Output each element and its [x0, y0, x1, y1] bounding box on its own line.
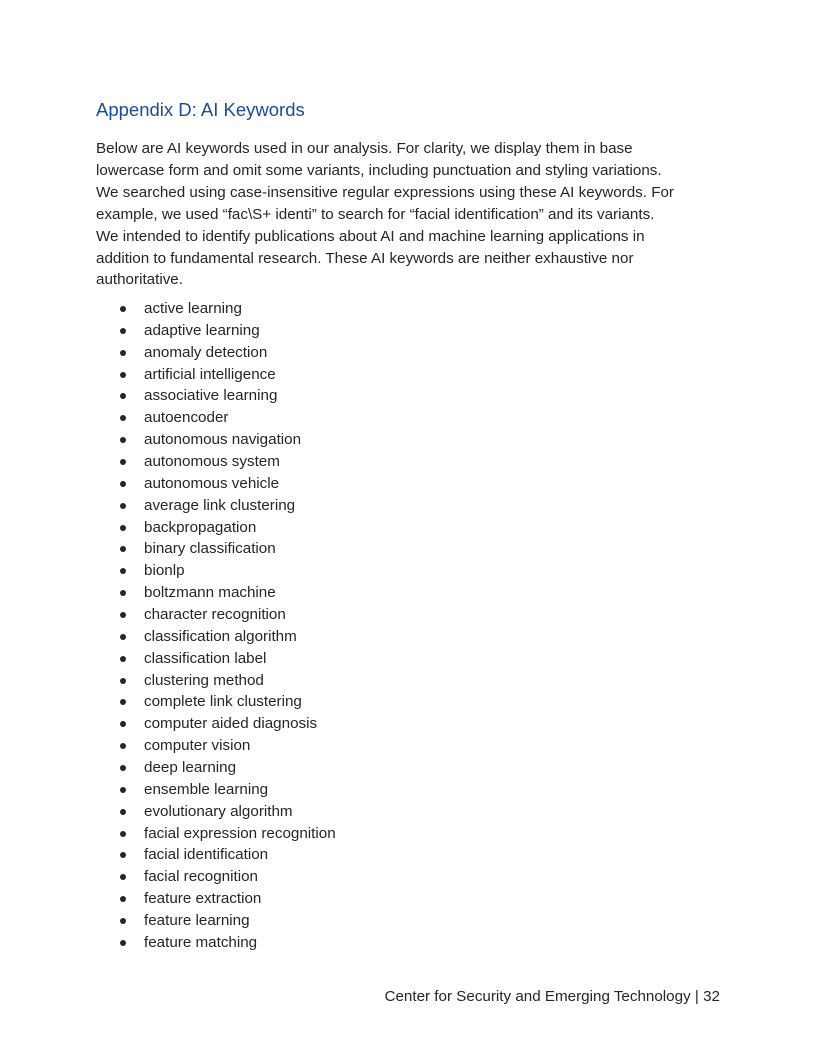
keyword-text: associative learning	[144, 387, 278, 405]
keyword-text: autonomous navigation	[144, 431, 302, 449]
keyword-text: character recognition	[144, 606, 286, 624]
bullet-icon	[120, 393, 126, 399]
bullet-icon	[120, 765, 126, 771]
intro-line: addition to fundamental research. These AI keywords are neither exhaustive nor	[96, 249, 634, 267]
keyword-text: boltzmann machine	[144, 584, 276, 602]
bullet-icon	[120, 656, 126, 662]
bullet-icon	[120, 328, 126, 334]
bullet-icon	[120, 787, 126, 793]
bullet-icon	[120, 415, 126, 421]
intro-line: We searched using case-insensitive regular expressions using these AI keywords. For	[96, 183, 674, 201]
bullet-icon	[120, 437, 126, 443]
keyword-text: facial recognition	[144, 868, 258, 886]
keyword-text: autonomous system	[144, 453, 280, 471]
bullet-icon	[120, 743, 126, 749]
intro-paragraph	[96, 138, 718, 291]
intro-line: Below are AI keywords used in our analysis. For clarity, we display them in base	[96, 140, 633, 157]
bullet-icon	[120, 481, 126, 487]
bullet-icon	[120, 809, 126, 815]
page-number: 32	[703, 988, 720, 1005]
keyword-text: adaptive learning	[144, 321, 260, 339]
bullet-icon	[120, 940, 126, 946]
keyword-text: average link clustering	[144, 496, 296, 514]
keyword-text: computer vision	[144, 737, 251, 755]
keyword-text: autonomous vehicle	[144, 474, 280, 492]
intro-line: example, we used “fac\S+ identi” to search for “facial identification” and its variants.	[96, 205, 655, 223]
keyword-text: computer aided diagnosis	[144, 715, 318, 733]
keyword-text: active learning	[144, 300, 242, 317]
page-footer	[385, 986, 721, 1008]
bullet-icon	[120, 350, 126, 356]
footer-separator: |	[694, 988, 699, 1005]
bullet-icon	[120, 459, 126, 465]
bullet-icon	[120, 721, 126, 727]
footer-org: Center for Security and Emerging Technology	[384, 988, 691, 1005]
keyword-text: facial expression recognition	[144, 824, 336, 842]
keyword-text: evolutionary algorithm	[144, 802, 293, 820]
bullet-icon	[120, 699, 126, 705]
keyword-text: classification algorithm	[144, 627, 297, 645]
keyword-text: autoencoder	[144, 409, 229, 427]
bullet-icon	[120, 525, 126, 531]
keyword-text: anomaly detection	[144, 343, 268, 361]
keyword-text: facial identification	[144, 846, 269, 864]
bullet-icon	[120, 612, 126, 618]
bullet-icon	[120, 852, 126, 858]
intro-line: We intended to identify publications about AI and machine learning applications in	[96, 227, 645, 245]
bullet-icon	[120, 546, 126, 552]
keyword-text: feature extraction	[144, 890, 262, 908]
keyword-text: binary classification	[144, 540, 276, 558]
keyword-text: classification label	[144, 649, 267, 667]
bullet-icon	[120, 503, 126, 509]
keyword-text: backpropagation	[144, 518, 257, 536]
keyword-text: feature learning	[144, 912, 250, 930]
bullet-icon	[120, 568, 126, 574]
bullet-icon	[120, 678, 126, 684]
bullet-icon	[120, 590, 126, 596]
intro-line: authoritative.	[96, 271, 183, 289]
keyword-text: feature matching	[144, 933, 258, 951]
bullet-icon	[120, 918, 126, 924]
bullet-icon	[120, 306, 126, 312]
section-heading: Appendix D: AI Keywords	[96, 99, 305, 120]
keyword-text: artificial intelligence	[144, 365, 276, 383]
keyword-text: ensemble learning	[144, 780, 269, 798]
keyword-text: bionlp	[144, 562, 185, 580]
bullet-icon	[120, 896, 126, 902]
bullet-icon	[120, 634, 126, 640]
bullet-icon	[120, 831, 126, 837]
bullet-icon	[120, 874, 126, 880]
keyword-text: clustering method	[144, 671, 264, 689]
keyword-text: complete link clustering	[144, 693, 302, 711]
keyword-text: deep learning	[144, 759, 237, 777]
bullet-icon	[120, 372, 126, 378]
intro-line: lowercase form and omit some variants, including punctuation and styling variations.	[96, 161, 662, 179]
